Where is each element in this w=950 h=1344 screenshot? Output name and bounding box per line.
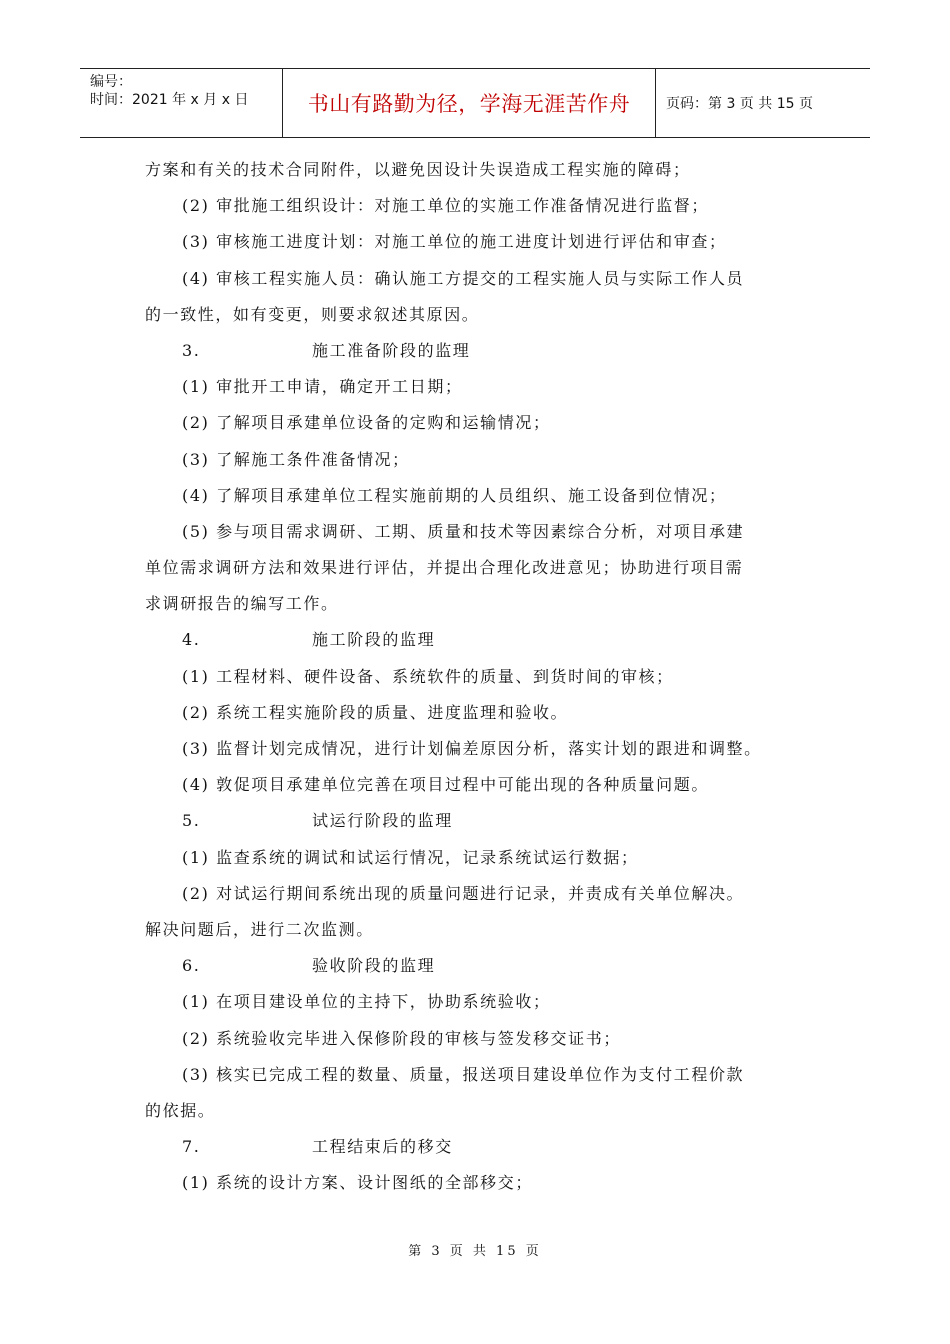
section-heading (145, 948, 810, 984)
page-footer: 第 3 页 共 15 页 (408, 1244, 542, 1259)
list-item: (1) 在项目建设单位的主持下，协助系统验收； (182, 992, 551, 1012)
header-motto: 书山有路勤为径，学海无涯苦作舟 (283, 69, 656, 137)
body-line: 单位需求调研方法和效果进行评估，并提出合理化改进意见；协助进行项目需 (145, 558, 744, 578)
section-number: 7. (182, 1137, 201, 1157)
list-item: (4) 敦促项目承建单位完善在项目过程中可能出现的各种质量问题。 (182, 775, 709, 795)
list-item: (1) 工程材料、硬件设备、系统软件的质量、到货时间的审核； (182, 666, 674, 686)
list-item: (2) 了解项目承建单位设备的定购和运输情况； (182, 413, 551, 433)
list-item: (3) 了解施工条件准备情况； (182, 449, 410, 469)
body-line: 的一致性，如有变更，则要求叙述其原因。 (145, 304, 480, 324)
list-item: (4) 了解项目承建单位工程实施前期的人员组织、施工设备到位情况； (182, 485, 727, 505)
list-item: (3) 核实已完成工程的数量、质量，报送项目建设单位作为支付工程价款 (182, 1064, 745, 1084)
document-date-label: 时间：2021 年 x 月 x 日 (90, 92, 249, 108)
list-item: (3) 监督计划完成情况，进行计划偏差原因分析，落实计划的跟进和调整。 (182, 739, 762, 758)
section-heading (145, 622, 810, 658)
list-item: (1) 监查系统的调试和试运行情况，记录系统试运行数据； (182, 847, 639, 867)
list-item: (4) 审核工程实施人员：确认施工方提交的工程实施人员与实际工作人员 (182, 268, 745, 288)
list-item: (3) 审核施工进度计划：对施工单位的施工进度计划进行评估和审查； (182, 232, 727, 252)
body-line: 解决问题后，进行二次监测。 (145, 919, 374, 939)
page-header (80, 68, 870, 138)
section-number: 4. (182, 630, 201, 650)
section-title: 工程结束后的移交 (312, 1137, 453, 1157)
section-number: 3. (182, 340, 201, 360)
section-title: 验收阶段的监理 (312, 956, 436, 976)
header-meta (80, 69, 283, 137)
list-item: (5) 参与项目需求调研、工期、质量和技术等因素综合分析，对项目承建 (182, 521, 745, 541)
section-heading (145, 1129, 810, 1165)
header-page-number: 页码：第 3 页 共 15 页 (666, 96, 813, 112)
section-title: 施工准备阶段的监理 (312, 340, 471, 360)
body-line: 的依据。 (145, 1100, 216, 1120)
section-title: 试运行阶段的监理 (312, 811, 453, 831)
body-line: 方案和有关的技术合同附件，以避免因设计失误造成工程实施的障碍； (145, 160, 691, 179)
section-title: 施工阶段的监理 (312, 630, 436, 650)
body-line: 求调研报告的编写工作。 (145, 594, 339, 614)
list-item: (1) 审批开工申请，确定开工日期； (182, 377, 463, 397)
list-item: (2) 系统工程实施阶段的质量、进度监理和验收。 (182, 702, 569, 722)
document-body (145, 152, 810, 1201)
section-heading (145, 333, 810, 369)
section-number: 5. (182, 811, 201, 831)
document-number-label: 编号： (90, 74, 132, 90)
section-number: 6. (182, 956, 201, 976)
section-heading (145, 803, 810, 839)
list-item: (2) 对试运行期间系统出现的质量问题进行记录，并责成有关单位解决。 (182, 883, 745, 903)
list-item: (2) 系统验收完毕进入保修阶段的审核与签发移交证书； (182, 1028, 621, 1048)
list-item: (2) 审批施工组织设计：对施工单位的实施工作准备情况进行监督； (182, 196, 709, 216)
list-item: (1) 系统的设计方案、设计图纸的全部移交； (182, 1173, 533, 1193)
